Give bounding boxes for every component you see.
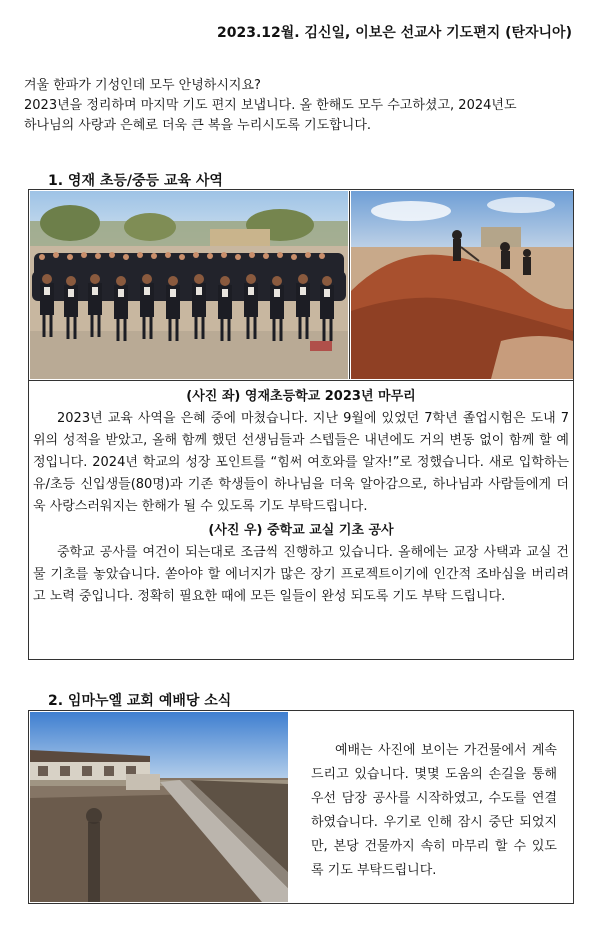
- intro-line-1: 겨울 한파가 기성인데 모두 안녕하시지요?: [24, 78, 261, 93]
- section1-text: [33, 386, 569, 608]
- intro-paragraph: [24, 76, 580, 136]
- section1-heading: 1. 영재 초등/중등 교육 사역: [48, 173, 223, 189]
- construction-site-photo: [351, 191, 573, 379]
- paragraph-church-news: 예배는 사진에 보이는 가건물에서 계속 드리고 있습니다. 몇몇 도움의 손길을 통해 우선 담장 공사를 시작하였고, 수도를 연결하였습니다. 우기로 인해 잠시 중단 되었지만, 본당 건물까지 속히 마무리 할 수 있도록 기도 부탁드립니다.: [311, 743, 557, 878]
- intro-line-3: 하나님의 사랑과 은혜로 더욱 큰 복을 누리시도록 기도합니다.: [24, 118, 372, 133]
- school-students-photo: [30, 191, 348, 379]
- paragraph-school-ministry: 2023년 교육 사역을 은혜 중에 마쳤습니다. 지난 9월에 있었던 7학년 졸업시험은 도내 7위의 성적을 받았고, 올해 함께 했던 선생님들과 스텝들은 내년에도 거의 변동 없이 함께 할 예정입니다. 2024년 학교의 성장 포인트를 “힘써 여호와를 알자!”로 정했습니다. 새로 입학하는 유/초등 신입생들(80명)과 기존 학생들이 하나님을 더욱 알아감으로, 하나님과 사람들에게 더욱 사랑스러워지는 한해가 될 수 있도록 기도 부탁드립니다.: [33, 411, 569, 514]
- section1-box: [28, 189, 574, 660]
- caption-left-photo: (사진 좌) 영재초등학교 2023년 마무리: [186, 389, 416, 404]
- paragraph-middle-school-construction: 중학교 공사를 여건이 되는대로 조금씩 진행하고 있습니다. 올해에는 교장 사택과 교실 건물 기초를 놓았습니다. 쏟아야 할 에너지가 많은 장기 프로젝트이기에 인간적 조바심을 버리려고 노력 중입니다. 정확히 필요한 때에 모든 일들이 완성 되도록 기도 부탁 드립니다.: [33, 545, 569, 604]
- church-site-photo: [30, 712, 288, 902]
- section2-heading: 2. 임마누엘 교회 예배당 소식: [48, 693, 232, 709]
- letter-title: 2023.12월. 김신일, 이보은 선교사 기도편지 (탄자니아): [216, 25, 572, 41]
- caption-right-photo: (사진 우) 중학교 교실 기초 공사: [208, 523, 394, 538]
- section2-box: [28, 710, 574, 904]
- intro-line-2: 2023년을 정리하며 마지막 기도 편지 보냅니다. 올 한해도 모두 수고하셨고, 2024년도: [24, 98, 517, 113]
